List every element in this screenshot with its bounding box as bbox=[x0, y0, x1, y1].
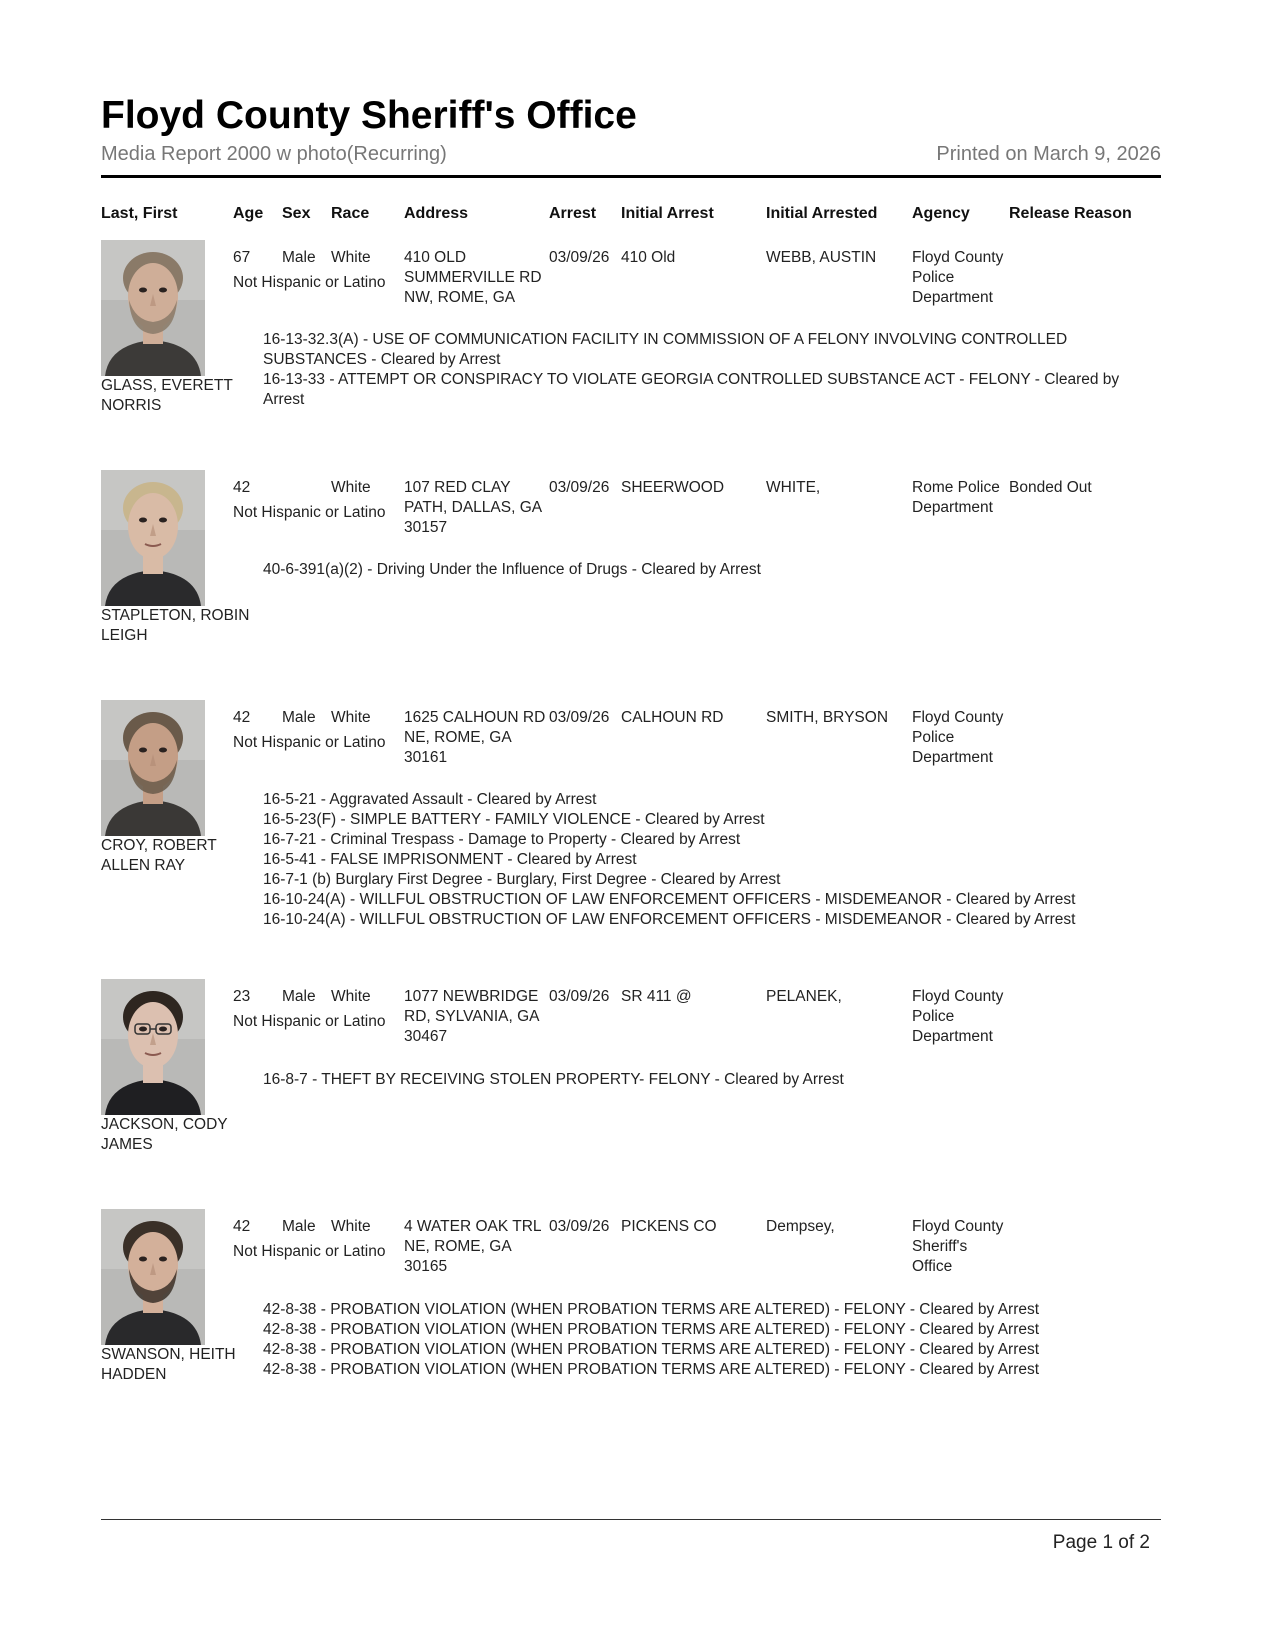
record-age: 67 bbox=[233, 249, 251, 266]
record-ethnicity: Not Hispanic or Latino bbox=[233, 274, 386, 291]
record-sex: Male bbox=[282, 709, 316, 726]
col-header-sex: Sex bbox=[282, 205, 311, 222]
mugshot-photo bbox=[101, 979, 205, 1115]
report-title: Floyd County Sheriff's Office bbox=[101, 94, 637, 137]
record-charges bbox=[263, 560, 1143, 580]
record-release: Bonded Out bbox=[1009, 479, 1092, 496]
mugshot-photo bbox=[101, 700, 205, 836]
col-header-address: Address bbox=[404, 205, 469, 222]
record-age: 23 bbox=[233, 988, 251, 1005]
record-race: White bbox=[331, 709, 371, 726]
record-sex: Male bbox=[282, 1218, 316, 1235]
record-arrest: 03/09/26 bbox=[549, 709, 610, 726]
record-agency: Floyd County Police Department bbox=[912, 249, 1004, 306]
record-address: 410 OLD SUMMERVILLE RD NW, ROME, GA bbox=[404, 249, 542, 306]
record-race: White bbox=[331, 249, 371, 266]
charge-line: 42-8-38 - PROBATION VIOLATION (WHEN PROBATION TERMS ARE ALTERED) - FELONY - Cleared by Arrest bbox=[263, 1361, 1040, 1378]
mugshot-photo bbox=[101, 1209, 205, 1345]
record-charges bbox=[263, 330, 1143, 410]
charge-line: 16-13-33 - ATTEMPT OR CONSPIRACY TO VIOLATE GEORGIA CONTROLLED SUBSTANCE ACT - FELONY - Cleared by Arrest bbox=[263, 371, 1120, 408]
record-age: 42 bbox=[233, 479, 251, 496]
col-header-release-reason: Release Reason bbox=[1009, 205, 1132, 222]
record-ethnicity: Not Hispanic or Latino bbox=[233, 1013, 386, 1030]
record-agency: Rome Police Department bbox=[912, 479, 1000, 516]
record-name: JACKSON, CODY JAMES bbox=[101, 1116, 228, 1153]
charge-line: 40-6-391(a)(2) - Driving Under the Influence of Drugs - Cleared by Arrest bbox=[263, 561, 761, 578]
charge-line: 16-5-41 - FALSE IMPRISONMENT - Cleared by Arrest bbox=[263, 851, 637, 868]
record-initial-arrested: WHITE, bbox=[766, 479, 821, 496]
record-arrest: 03/09/26 bbox=[549, 479, 610, 496]
col-header-initial-arrest: Initial Arrest bbox=[621, 205, 714, 222]
record-initial-arrest: 410 Old bbox=[621, 249, 676, 266]
record-agency: Floyd County Police Department bbox=[912, 709, 1004, 766]
charge-line: 16-5-21 - Aggravated Assault - Cleared by Arrest bbox=[263, 791, 597, 808]
footer-rule bbox=[101, 1519, 1161, 1520]
record-race: White bbox=[331, 1218, 371, 1235]
col-header-initial-arrested: Initial Arrested bbox=[766, 205, 878, 222]
charge-line: 16-7-1 (b) Burglary First Degree - Burglary, First Degree - Cleared by Arrest bbox=[263, 871, 781, 888]
record-address: 107 RED CLAY PATH, DALLAS, GA 30157 bbox=[404, 479, 542, 536]
mugshot-photo bbox=[101, 240, 205, 376]
record-age: 42 bbox=[233, 1218, 251, 1235]
record-address: 1077 NEWBRIDGE RD, SYLVANIA, GA 30467 bbox=[404, 988, 539, 1045]
record-arrest: 03/09/26 bbox=[549, 988, 610, 1005]
col-header-age: Age bbox=[233, 205, 264, 222]
record-initial-arrest: SR 411 @ bbox=[621, 988, 692, 1005]
col-header-race: Race bbox=[331, 205, 370, 222]
record-charges bbox=[263, 1070, 1143, 1090]
charge-line: 16-7-21 - Criminal Trespass - Damage to Property - Cleared by Arrest bbox=[263, 831, 741, 848]
record-initial-arrested: SMITH, BRYSON bbox=[766, 709, 889, 726]
mugshot-photo bbox=[101, 470, 205, 606]
record-race: White bbox=[331, 479, 371, 496]
col-header-agency: Agency bbox=[912, 205, 970, 222]
report-subtitle: Media Report 2000 w photo(Recurring) bbox=[101, 143, 447, 165]
col-header-arrest: Arrest bbox=[549, 205, 597, 222]
record-name: GLASS, EVERETT NORRIS bbox=[101, 377, 233, 414]
record-name: SWANSON, HEITH HADDEN bbox=[101, 1346, 236, 1383]
record-age: 42 bbox=[233, 709, 251, 726]
record-initial-arrested: PELANEK, bbox=[766, 988, 842, 1005]
charge-line: 42-8-38 - PROBATION VIOLATION (WHEN PROBATION TERMS ARE ALTERED) - FELONY - Cleared by Arrest bbox=[263, 1301, 1040, 1318]
header-rule bbox=[101, 175, 1161, 178]
record-initial-arrest: PICKENS CO bbox=[621, 1218, 717, 1235]
printed-date: Printed on March 9, 2026 bbox=[936, 143, 1161, 165]
charge-line: 42-8-38 - PROBATION VIOLATION (WHEN PROBATION TERMS ARE ALTERED) - FELONY - Cleared by Arrest bbox=[263, 1341, 1040, 1358]
record-arrest: 03/09/26 bbox=[549, 1218, 610, 1235]
col-header-name: Last, First bbox=[101, 205, 178, 222]
record-ethnicity: Not Hispanic or Latino bbox=[233, 1243, 386, 1260]
charge-line: 16-8-7 - THEFT BY RECEIVING STOLEN PROPERTY- FELONY - Cleared by Arrest bbox=[263, 1071, 844, 1088]
record-initial-arrested: WEBB, AUSTIN bbox=[766, 249, 877, 266]
record-sex: Male bbox=[282, 988, 316, 1005]
record-address: 1625 CALHOUN RD NE, ROME, GA 30161 bbox=[404, 709, 546, 766]
charge-line: 16-5-23(F) - SIMPLE BATTERY - FAMILY VIOLENCE - Cleared by Arrest bbox=[263, 811, 765, 828]
charge-line: 16-10-24(A) - WILLFUL OBSTRUCTION OF LAW ENFORCEMENT OFFICERS - MISDEMEANOR - Cleared by Arrest bbox=[263, 891, 1076, 908]
record-ethnicity: Not Hispanic or Latino bbox=[233, 734, 386, 751]
record-initial-arrest: SHEERWOOD bbox=[621, 479, 725, 496]
record-race: White bbox=[331, 988, 371, 1005]
record-name: STAPLETON, ROBIN LEIGH bbox=[101, 607, 250, 644]
charge-line: 16-10-24(A) - WILLFUL OBSTRUCTION OF LAW ENFORCEMENT OFFICERS - MISDEMEANOR - Cleared by Arrest bbox=[263, 911, 1076, 928]
record-name: CROY, ROBERT ALLEN RAY bbox=[101, 837, 217, 874]
record-address: 4 WATER OAK TRL NE, ROME, GA 30165 bbox=[404, 1218, 541, 1275]
record-charges bbox=[263, 790, 1143, 930]
charge-line: 42-8-38 - PROBATION VIOLATION (WHEN PROBATION TERMS ARE ALTERED) - FELONY - Cleared by Arrest bbox=[263, 1321, 1040, 1338]
record-sex: Male bbox=[282, 249, 316, 266]
record-initial-arrested: Dempsey, bbox=[766, 1218, 835, 1235]
page-number: Page 1 of 2 bbox=[1052, 1532, 1150, 1553]
record-ethnicity: Not Hispanic or Latino bbox=[233, 504, 386, 521]
record-charges bbox=[263, 1300, 1143, 1380]
charge-line: 16-13-32.3(A) - USE OF COMMUNICATION FACILITY IN COMMISSION OF A FELONY INVOLVING CONTROLLED SUBSTANCES - Cleared by Arrest bbox=[263, 331, 1068, 368]
record-arrest: 03/09/26 bbox=[549, 249, 610, 266]
record-initial-arrest: CALHOUN RD bbox=[621, 709, 724, 726]
record-agency: Floyd County Police Department bbox=[912, 988, 1004, 1045]
record-agency: Floyd County Sheriff's Office bbox=[912, 1218, 1004, 1275]
